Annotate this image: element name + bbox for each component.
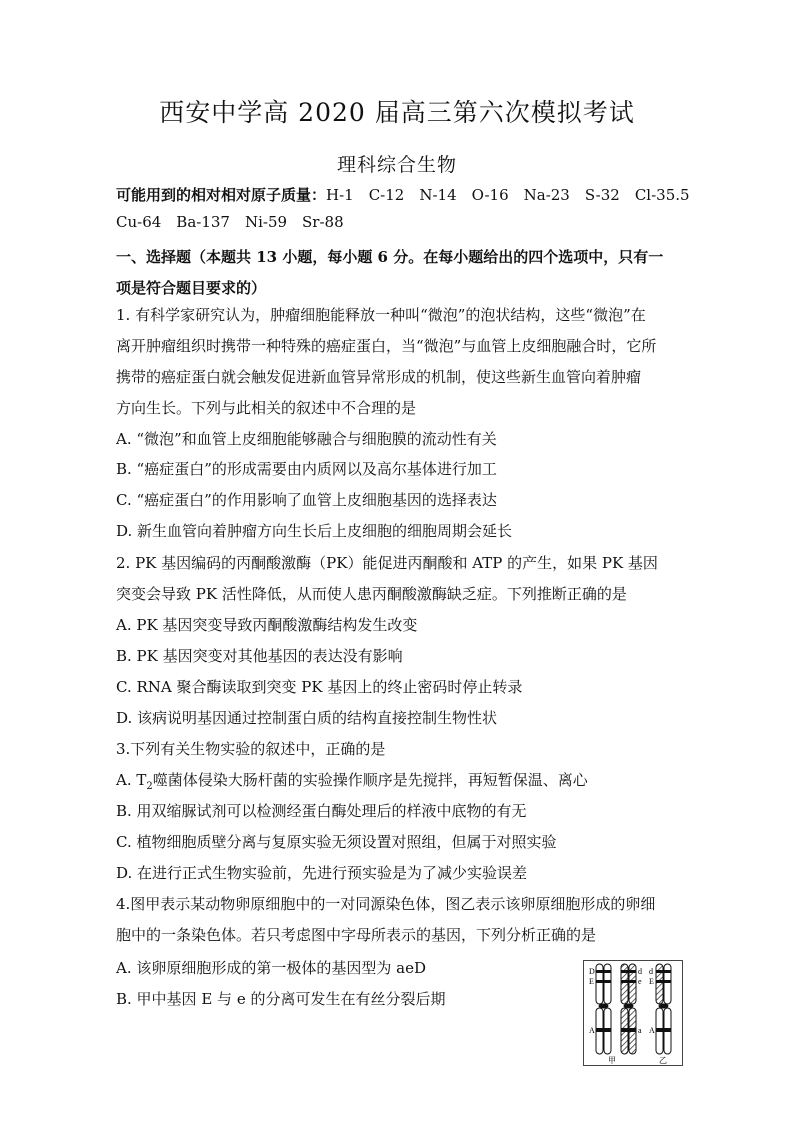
q2-stem-line-2: 突变会导致 PK 活性降低，从而使人患丙酮酸激酶缺乏症。下列推断正确的是 — [116, 585, 627, 603]
chromosome-figure — [583, 960, 683, 1066]
q4-option-b: B. 甲中基因 E 与 e 的分离可发生在有丝分裂后期 — [116, 990, 446, 1008]
exam-title: 西安中学高 2020 届高三第六次模拟考试 — [159, 98, 635, 127]
q2-option-a: A. PK 基因突变导致丙酮酸激酶结构发生改变 — [116, 616, 418, 634]
q1-option-d: D. 新生血管向着肿瘤方向生长后上皮细胞的细胞周期会延长 — [116, 522, 513, 540]
q2-stem-line-1: 2. PK 基因编码的丙酮酸激酶（PK）能促进丙酮酸和 ATP 的产生，如果 PK 基因 — [116, 554, 658, 572]
q1-option-b: B. “癌症蛋白”的形成需要由内质网以及高尔基体进行加工 — [116, 460, 497, 478]
atomic-mass-line-1 — [116, 186, 690, 204]
gene-label-A: A — [589, 1026, 595, 1035]
q3-option-a-prefix: A. T — [116, 771, 147, 789]
chromosome-yi — [656, 964, 671, 1054]
q1-option-a: A. “微泡”和血管上皮细胞能够融合与细胞膜的流动性有关 — [116, 430, 497, 448]
q3-option-c: C. 植物细胞质壁分离与复原实验无须设置对照组，但属于对照实验 — [116, 833, 557, 851]
gene-label-a-jia: a — [638, 1026, 642, 1035]
gene-label-d-jia: d — [638, 967, 642, 976]
figure-caption-jia: 甲 — [608, 1056, 616, 1065]
gene-label-e-jia: e — [638, 977, 642, 986]
chromosome-jia-right — [621, 964, 636, 1054]
q3-option-a-subscript: 2 — [146, 781, 153, 792]
section-heading-line-1: 一、选择题（本题共 13 小题，每小题 6 分。在每小题给出的四个选项中，只有一 — [116, 248, 664, 266]
q3-option-a — [116, 771, 686, 796]
gene-label-E-yi: E — [649, 977, 654, 986]
q1-stem-line-1: 1. 有科学家研究认为，肿瘤细胞能释放一种叫“微泡”的泡状结构，这些“微泡”在 — [116, 306, 646, 324]
q3-option-b: B. 用双缩脲试剂可以检测经蛋白酶处理后的样液中底物的有无 — [116, 802, 527, 820]
q1-option-c: C. “癌症蛋白”的作用影响了血管上皮细胞基因的选择表达 — [116, 491, 497, 509]
gene-label-A-yi: A — [649, 1026, 655, 1035]
q3-option-a-text: 噬菌体侵染大肠杆菌的实验操作顺序是先搅拌，再短暂保温、离心 — [152, 771, 588, 789]
chromosome-jia-left — [596, 964, 611, 1054]
exam-subtitle: 理科综合生物 — [336, 154, 457, 176]
atomic-mass-label: 可能用到的相对相对原子质量： — [116, 186, 327, 204]
gene-label-D: D — [589, 967, 595, 976]
figure-caption-yi: 乙 — [659, 1056, 667, 1065]
q3-option-d: D. 在进行正式生物实验前，先进行预实验是为了减少实验误差 — [116, 864, 528, 882]
q1-stem-line-2: 离开肿瘤组织时携带一种特殊的癌症蛋白，当“微泡”与血管上皮细胞融合时，它所 — [116, 337, 657, 355]
q4-stem-line-2: 胞中的一条染色体。若只考虑图中字母所表示的基因，下列分析正确的是 — [116, 926, 597, 944]
gene-label-E: E — [589, 977, 594, 986]
q2-option-d: D. 该病说明基因通过控制蛋白质的结构直接控制生物性状 — [116, 709, 498, 727]
q2-option-c: C. RNA 聚合酶读取到突变 PK 基因上的终止密码时停止转录 — [116, 678, 523, 696]
q4-stem-line-1: 4.图甲表示某动物卵原细胞中的一对同源染色体，图乙表示该卵原细胞形成的卵细 — [116, 895, 656, 913]
section-heading-line-2: 项是符合题目要求的） — [116, 279, 267, 297]
q4-option-a: A. 该卵原细胞形成的第一极体的基因型为 aeD — [116, 959, 426, 977]
q1-stem-line-4: 方向生长。下列与此相关的叙述中不合理的是 — [116, 399, 417, 417]
q2-option-b: B. PK 基因突变对其他基因的表达没有影响 — [116, 647, 403, 665]
gene-label-d-yi: d — [649, 967, 653, 976]
atomic-mass-values-1: H-1 C-12 N-14 O-16 Na-23 S-32 Cl-35.5 — [326, 186, 690, 204]
atomic-mass-line-2: Cu-64 Ba-137 Ni-59 Sr-88 — [116, 213, 344, 231]
q1-stem-line-3: 携带的癌症蛋白就会触发促进新血管异常形成的机制，使这些新生血管向着肿瘤 — [116, 368, 642, 386]
q3-stem: 3.下列有关生物实验的叙述中，正确的是 — [116, 740, 386, 758]
